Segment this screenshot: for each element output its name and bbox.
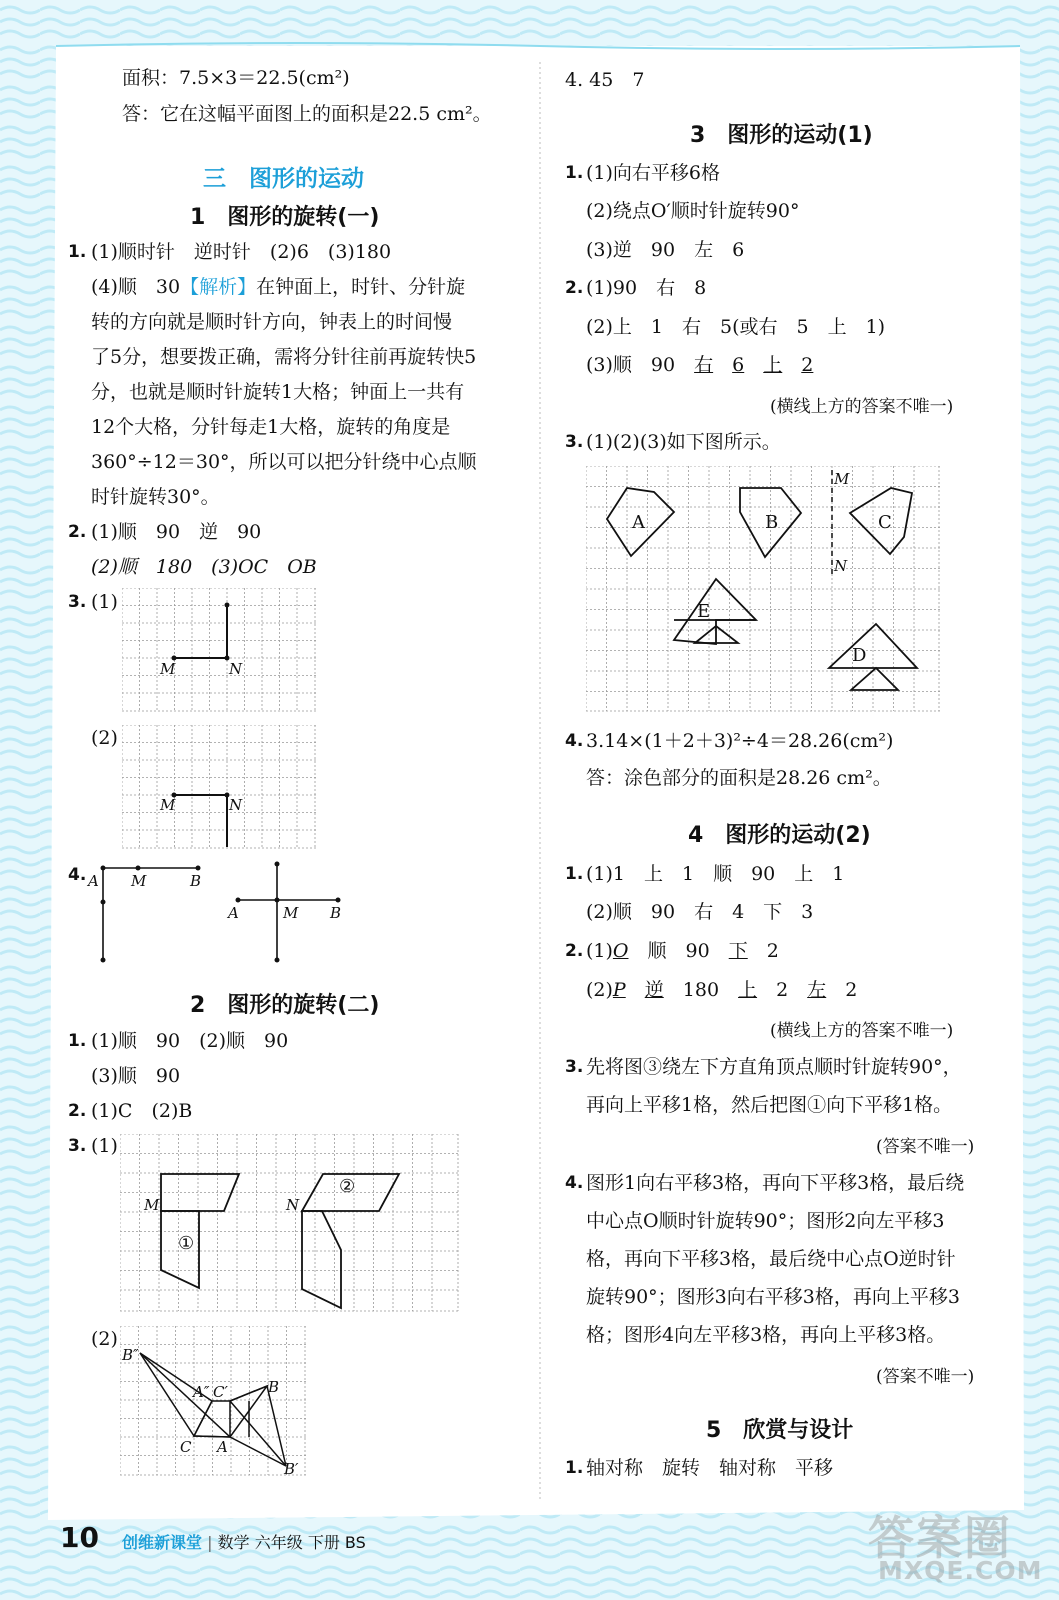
lesson2-title: 2 图形的旋转(二) (190, 993, 380, 1018)
l1-q1-analysis-line: 分，也就是顺时针旋转1大格；钟面上一共有 (91, 381, 465, 403)
l3-q2-line3 (586, 353, 813, 377)
prev-answer-line: 答：它在这幅平面图上的面积是22.5 cm²。 (122, 103, 492, 125)
l3-q1-line1: (1)向右平移6格 (586, 162, 721, 184)
l1-q1-analysis-line: 360°÷12＝30°，所以可以把分针绕中心点顺 (91, 451, 477, 473)
l1-q1-line2 (91, 275, 465, 299)
l3-q2-number: 2. (565, 278, 584, 298)
lesson5-title: 5 欣赏与设计 (706, 1418, 854, 1443)
l4-q3-number: 3. (565, 1057, 584, 1077)
l4-q4-line: 格；图形4向左平移3格，再向上平移3格。 (586, 1324, 946, 1346)
l2-figure-2-label: ② (339, 1176, 356, 1197)
page-number: 10 (60, 1521, 99, 1554)
l4-q3-line1: 先将图③绕左下方直角顶点顺时针旋转90°， (586, 1056, 962, 1078)
footer-brand: 创维新课堂 (122, 1533, 203, 1552)
l1-q1-analysis-line: 12个大格，分针每走1大格，旋转的角度是 (91, 416, 451, 438)
l2-q3-grid-1 (120, 1134, 462, 1314)
underlined-answer: 上 (738, 979, 758, 1001)
l3-q1-line3: (3)逆 90 左 6 (586, 239, 745, 261)
underlined-answer: O (612, 940, 629, 962)
axis-label-m: M (834, 470, 850, 488)
l2-grid2-label-bp: B′ (284, 1460, 299, 1478)
l2-q1-line2: (3)顺 90 (91, 1065, 181, 1087)
shape-b-label: B (765, 512, 779, 533)
l4-q3-note: (答案不唯一) (876, 1137, 975, 1157)
lesson1-title: 1 图形的旋转(一) (190, 205, 380, 230)
l2-q3-grid-2 (120, 1326, 310, 1478)
l1-q4-number: 4. (68, 865, 87, 885)
lesson4-title: 4 图形的运动(2) (688, 823, 871, 848)
l1-q1-analysis-line: 转的方向就是顺时针方向，钟表上的时间慢 (91, 311, 453, 333)
grid-lines (122, 588, 317, 711)
footer-edition: BS (344, 1533, 366, 1552)
l2-grid2-label-cp: C′ (213, 1383, 228, 1401)
rotated-segments (174, 795, 227, 847)
l2-q1-line1: (1)顺 90 (2)顺 90 (91, 1030, 289, 1052)
l1-q1-analysis-line: 时针旋转30°。 (91, 486, 220, 508)
l3-q4-number: 4. (565, 731, 584, 751)
l4-q4-line: 旋转90°；图形3向右平移3格，再向上平移3 (586, 1286, 960, 1308)
l1-grid1-label-n: N (229, 660, 243, 678)
watermark-url: MXQE.COM (878, 1556, 1043, 1585)
l2-q3-number: 3. (68, 1136, 87, 1156)
l1-q1-analysis-start: 在钟面上，时针、分针旋 (256, 276, 466, 298)
l1-grid2-label-m: M (160, 796, 176, 814)
l1-q3-part2-label: (2) (91, 727, 118, 749)
l4-q4-line: 图形1向右平移3格，再向下平移3格，最后绕 (586, 1172, 965, 1194)
l2-q3-part1-label: (1) (91, 1135, 118, 1157)
underlined-answer: 上 (763, 354, 783, 376)
l4-q2-part2-label: (2) (586, 979, 613, 1001)
l4-q4-line: 中心点O顺时针旋转90°；图形2向左平移3 (586, 1210, 945, 1232)
l1-q1-line1: (1)顺时针 逆时针 (2)6 (3)180 (91, 241, 392, 263)
grid-lines (122, 725, 317, 848)
l3-q4-line2: 答：涂色部分的面积是28.26 cm²。 (586, 767, 892, 789)
l3-q3-line: (1)(2)(3)如下图所示。 (586, 431, 781, 453)
l1-q2-line2: (2)顺 180 (3)OC OB (91, 556, 317, 578)
shape-a-label: A (632, 512, 645, 533)
l2-grid2-label-c: C (180, 1438, 192, 1456)
underlined-answer: 左 (807, 979, 827, 1001)
l1-q4-label-m: M (131, 872, 147, 890)
l4-q2-line1 (586, 939, 779, 963)
point-end (225, 603, 230, 608)
footer-subject: 数学 (217, 1533, 250, 1552)
l1-q4-figures (90, 858, 350, 968)
l1-q4-label-b2: B (330, 904, 342, 922)
l1-q4-label-m2: M (283, 904, 299, 922)
l1-grid1-label-m: M (160, 660, 176, 678)
l2-grid1-label-m: M (144, 1196, 160, 1214)
l2-figure-1-label: ① (178, 1233, 195, 1254)
underlined-answer: P (612, 979, 626, 1001)
rotated-segments (174, 605, 227, 658)
underlined-answer: 2 (801, 354, 814, 376)
shape-e-label: E (697, 601, 711, 622)
footer-grade: 六年级 (254, 1533, 303, 1552)
l2-grid2-label-bpp: B″ (122, 1346, 139, 1364)
l3-q1-number: 1. (565, 163, 584, 183)
l4-q4-number: 4. (565, 1173, 584, 1193)
l4-q2-text: 2 (776, 979, 789, 1001)
underlined-answer: 右 (694, 354, 714, 376)
l1-q3-grid-1 (122, 588, 318, 714)
footer-book-info: 创维新课堂 | 数学 六年级 下册 BS (122, 1533, 366, 1552)
l1-q1-number: 1. (68, 242, 87, 262)
l3-q4-line1: 3.14×(1＋2＋3)²÷4＝28.26(cm²) (586, 730, 894, 752)
l3-q1-line2: (2)绕点O′顺时针旋转90° (586, 200, 800, 222)
l3-q3-grid (586, 466, 944, 714)
l3-q2-note: (横线上方的答案不唯一) (770, 397, 954, 417)
l5-q1-line1: 轴对称 旋转 轴对称 平移 (586, 1457, 834, 1479)
l1-q2-line1: (1)顺 90 逆 90 (91, 521, 262, 543)
l4-q2-part1-label: (1) (586, 940, 613, 962)
l2-q1-number: 1. (68, 1031, 87, 1051)
l1-q4-label-a2: A (228, 904, 239, 922)
lesson3-title: 3 图形的运动(1) (690, 123, 873, 148)
l4-q1-line2: (2)顺 90 右 4 下 3 (586, 901, 814, 923)
underlined-answer: 6 (732, 354, 745, 376)
watermark-logo: 答案圈 (868, 1511, 1012, 1565)
l1-q3-grid-2 (122, 725, 318, 851)
l4-q1-line1: (1)1 上 1 顺 90 上 1 (586, 863, 845, 885)
l1-q1-answer4: (4)顺 30 (91, 276, 181, 298)
l4-q2-text: 2 (845, 979, 858, 1001)
l2-grid2-label-a: A (217, 1438, 228, 1456)
unit-title: 三 图形的运动 (203, 166, 364, 192)
axis-label-n: N (834, 557, 848, 575)
shape-d-label: D (852, 645, 867, 666)
l2-q2-line1: (1)C (2)B (91, 1100, 193, 1122)
l3-q2-line2: (2)上 1 右 5(或右 5 上 1) (586, 316, 886, 338)
l4-q4-note: (答案不唯一) (876, 1367, 975, 1387)
analysis-tag: 【解析】 (180, 276, 257, 298)
l1-q3-number: 3. (68, 592, 87, 612)
l4-q3-line2: 再向上平移1格，然后把图①向下平移1格。 (586, 1094, 953, 1116)
underlined-answer: 逆 (644, 979, 664, 1001)
l1-q3-part1-label: (1) (91, 591, 118, 613)
l2-q3-part2-label: (2) (91, 1328, 118, 1350)
l4-q2-text: 顺 90 (647, 940, 710, 962)
shape-c-label: C (878, 512, 892, 533)
l2-grid1-label-n: N (286, 1196, 300, 1214)
r-top-answer: 4. 45 7 (565, 69, 645, 91)
underlined-answer: 下 (728, 940, 748, 962)
l4-q2-number: 2. (565, 941, 584, 961)
l4-q2-note: (横线上方的答案不唯一) (770, 1021, 954, 1041)
l3-q3-number: 3. (565, 432, 584, 452)
l4-q2-text: 2 (766, 940, 779, 962)
l3-q2-line3-start: (3)顺 90 (586, 354, 676, 376)
l1-q1-analysis-line: 了5分，想要拨正确，需将分针往前再旋转快5 (91, 346, 477, 368)
l1-q4-label-a: A (88, 872, 99, 890)
l3-q2-line1: (1)90 右 8 (586, 277, 707, 299)
l2-grid2-label-b: B (268, 1378, 280, 1396)
l4-q2-text: 180 (682, 979, 720, 1001)
l2-grid2-label-app: A″ (193, 1383, 210, 1401)
footer-term: 下册 (307, 1533, 340, 1552)
prev-area-line: 面积：7.5×3＝22.5(cm²) (122, 67, 350, 89)
l2-q2-number: 2. (68, 1101, 87, 1121)
l1-q2-number: 2. (68, 522, 87, 542)
l1-grid2-label-n: N (229, 796, 243, 814)
l5-q1-number: 1. (565, 1458, 584, 1478)
l1-q4-label-b: B (190, 872, 202, 890)
l4-q4-line: 格，再向下平移3格，最后绕中心点O逆时针 (586, 1248, 956, 1270)
l4-q1-number: 1. (565, 864, 584, 884)
l4-q2-line2 (586, 978, 857, 1002)
